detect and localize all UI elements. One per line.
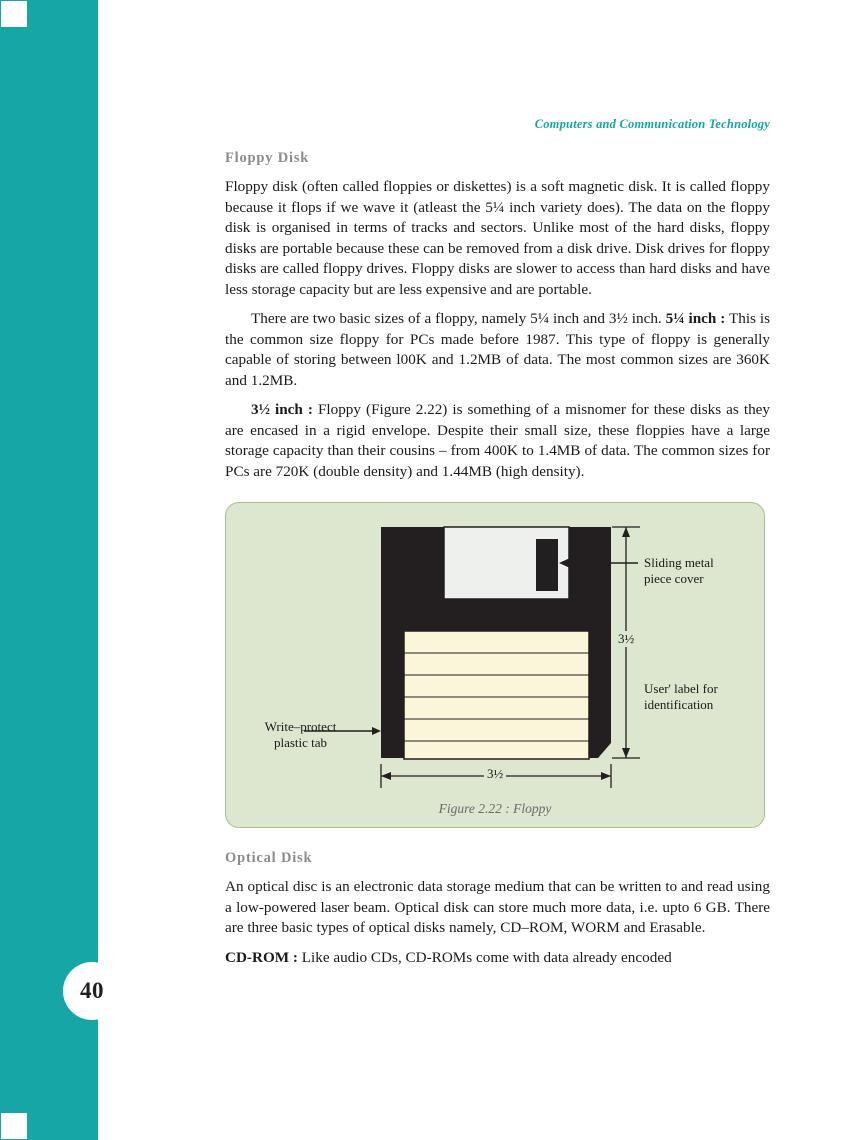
running-head: Computers and Communication Technology — [534, 117, 770, 131]
floppy-shutter-slot — [536, 539, 558, 591]
text-cd-rom-desc: Like audio CDs, CD-ROMs come with data already encoded — [301, 948, 672, 966]
label-sliding-metal-line1: Sliding metal — [644, 555, 714, 570]
arrowhead-dim-right — [601, 772, 611, 780]
heading-floppy-disk: Floppy Disk — [225, 150, 310, 166]
text-three-half-desc: Floppy (Figure 2.22) is something of a misnomer for these disks as they are encased in a rigid envelope. Despite their small size, these floppies have a large storage capacity than their cousins – from 400K to 1.4MB of data. The common sizes for PCs are 720K (double density) and 1.44MB (high density). — [225, 401, 770, 480]
label-user-identification — [644, 681, 759, 712]
label-five-quarter-inch: 5¼ inch : — [665, 310, 726, 327]
page-number: 40 — [63, 962, 121, 1020]
label-sliding-metal-line2: piece cover — [644, 570, 704, 586]
corner-marker-bottom — [0, 1112, 28, 1140]
label-user-line1: User' label for — [644, 681, 718, 696]
dimension-width-text: 3½ — [484, 766, 506, 782]
figure-caption: Figure 2.22 : Floppy — [438, 801, 552, 816]
paragraph-floppy-sizes — [225, 309, 770, 391]
label-user-line2: identification — [644, 696, 714, 712]
heading-optical-disk: Optical Disk — [225, 850, 313, 866]
text-five-quarter-desc: This is the common size floppy for PCs made before 1987. This type of floppy is generally capable of storing between l00K and 1.2MB of data. The most common sizes are 360K and 1.2MB. — [225, 310, 770, 389]
paragraph-floppy-intro: Floppy disk (often called floppies or diskettes) is a soft magnetic disk. It is called floppy because it flops if we wave it (atleast the 5¼ inch variety does). The data on the floppy disk is organised in terms of tracks and sectors. Unlike most of the hard disks, floppy disks are portable because these can be removed from a disk drive. Disk drives for floppy disks are called floppy drives. Floppy disks are slower to access than hard disks and have less storage capacity but are less expensive and are portable. — [225, 178, 770, 298]
arrowhead-write-protect — [372, 727, 381, 735]
label-three-half-inch: 3½ inch : — [251, 401, 313, 418]
label-cd-rom: CD-ROM : — [225, 948, 298, 966]
arrowhead-dim-top — [622, 527, 630, 537]
floppy-label-area — [404, 631, 589, 759]
arrowhead-dim-bottom — [622, 748, 630, 758]
paragraph-three-half-inch — [225, 400, 770, 482]
paragraph-optical-intro: An optical disc is an electronic data storage medium that can be written to and read using a low-powered laser beam. Optical disk can store much more data, i.e. upto 6 GB. There are three basic types of optical disks namely, CD–ROM, WORM and Erasable. — [225, 878, 770, 936]
corner-marker-top — [0, 0, 28, 28]
paragraph-cd-rom — [225, 948, 770, 969]
label-write-protect-line2: plastic tab — [273, 734, 328, 750]
page-content — [225, 0, 770, 977]
text-two-basic-sizes: There are two basic sizes of a floppy, namely 5¼ inch and 3½ inch. — [251, 310, 662, 327]
dimension-height-text: 3½ — [615, 631, 637, 647]
label-write-protect-line1: Write–protect — [264, 719, 337, 734]
arrowhead-dim-left — [381, 772, 391, 780]
label-sliding-metal-cover — [644, 555, 759, 586]
label-write-protect-tab — [238, 719, 363, 750]
figure-floppy — [225, 502, 765, 828]
